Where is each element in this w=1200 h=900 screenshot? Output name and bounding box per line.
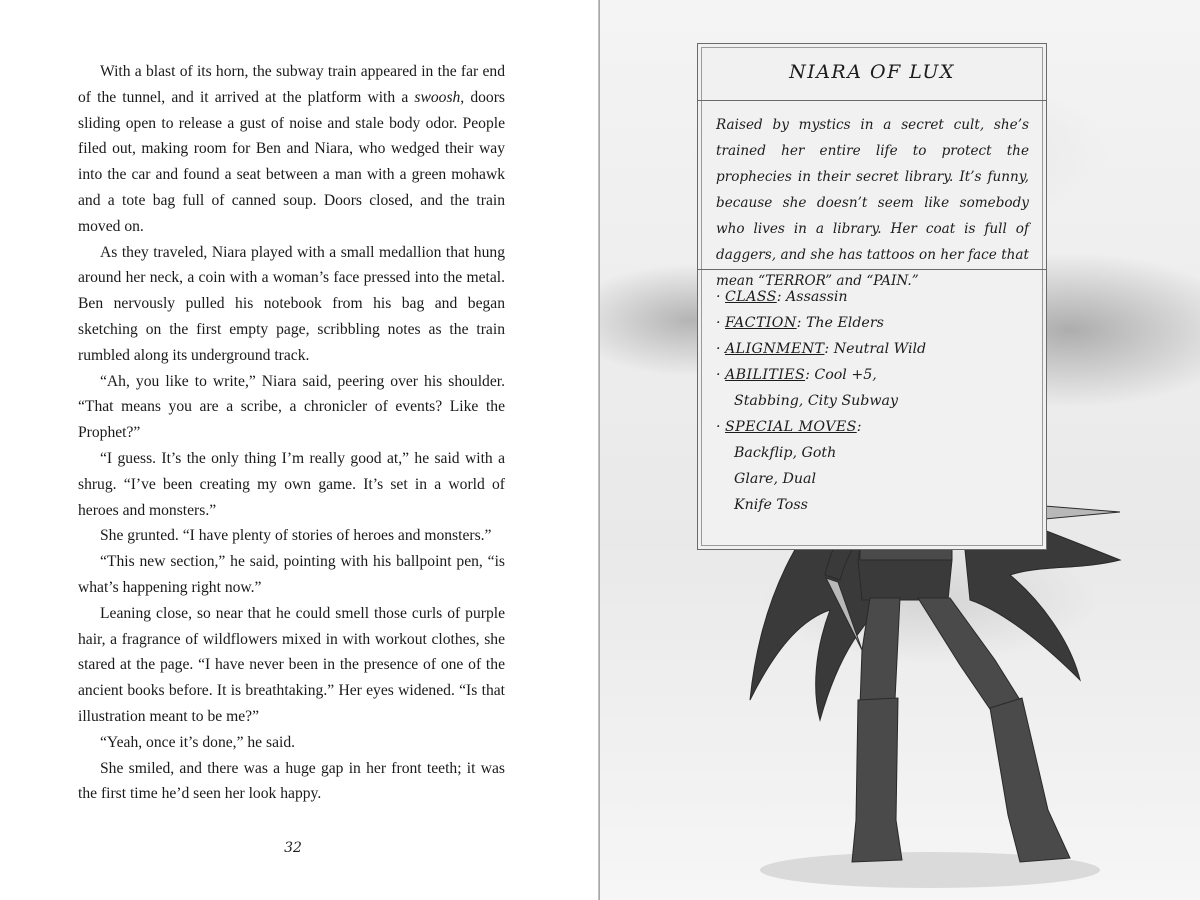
character-stats — [716, 284, 1036, 518]
character-card — [697, 43, 1047, 550]
stat-abilities-cont: Stabbing, City Subway — [734, 393, 898, 409]
stat-special-moves-cont-1: Backflip, Goth — [734, 445, 837, 461]
stat-special-moves: · SPECIAL MOVES: — [716, 419, 862, 435]
stat-special-moves-cont-2: Glare, Dual — [734, 471, 817, 487]
right-page — [600, 0, 1200, 900]
paragraph-6: “This new section,” he said, pointing with his ballpoint pen, “is what’s happening right now.” — [78, 553, 505, 596]
boot-right — [990, 698, 1070, 862]
paragraph-9: She smiled, and there was a huge gap in her front teeth; it was the first time he’d seen her look happy. — [78, 759, 505, 803]
left-page — [0, 0, 598, 900]
stat-special-moves-cont-3: Knife Toss — [734, 497, 808, 513]
paragraph-5: She grunted. “I have plenty of stories of heroes and monsters.” — [100, 527, 492, 545]
card-divider — [698, 269, 1046, 270]
paragraph-4: “I guess. It’s the only thing I’m really good at,” he said with a shrug. “I’ve been creating my own game. It’s set in a world of heroes and monsters.” — [78, 449, 505, 519]
card-title-row — [698, 44, 1046, 101]
stat-alignment: · ALIGNMENT: Neutral Wild — [716, 341, 927, 357]
stat-abilities: · ABILITIES: Cool +5, — [716, 367, 877, 383]
paragraph-1: With a blast of its horn, the subway train appeared in the far end of the tunnel, and it arrived at the platform with a swoosh, doors sliding open to release a gust of noise and stale body odor. People filed out, making room for Ben and Niara, who wedged their way into the car and found a seat between a man with a green mohawk and a tote bag full of canned soup. Doors closed, and the train moved on. — [78, 63, 505, 235]
page-number: 32 — [284, 840, 302, 856]
stat-class: · CLASS: Assassin — [716, 289, 848, 305]
boot-left — [852, 698, 902, 862]
paragraph-2: As they traveled, Niara played with a small medallion that hung around her neck, a coin with a woman’s face pressed into the metal. Ben nervously pulled his notebook from his bag and began sketching on the first empty page, scribbling notes as the train rumbled along its underground track. — [78, 243, 505, 364]
stat-faction: · FACTION: The Elders — [716, 315, 884, 331]
paragraph-7: Leaning close, so near that he could smell those curls of purple hair, a fragrance of wildflowers mixed in with workout clothes, she stared at the page. “I have never been in the presence of one of the ancient books before. It is breathtaking.” Her eyes widened. “Is that illustration meant to be me?” — [78, 604, 505, 725]
character-description: Raised by mystics in a secret cult, she’s trained her entire life to protect the prophecies in their secret library. It’s funny, because she doesn’t seem like somebody who lives in a library. Her coat is full of daggers, and she has tattoos on her face that mean “TERROR” and “PAIN.” — [716, 117, 1029, 289]
character-name: NIARA OF LUX — [789, 61, 955, 83]
paragraph-8: “Yeah, once it’s done,” he said. — [100, 733, 296, 751]
story-text — [78, 59, 505, 807]
paragraph-3: “Ah, you like to write,” Niara said, peering over his shoulder. “That means you are a scribe, a chronicler of events? Like the Prophet?” — [78, 372, 505, 442]
